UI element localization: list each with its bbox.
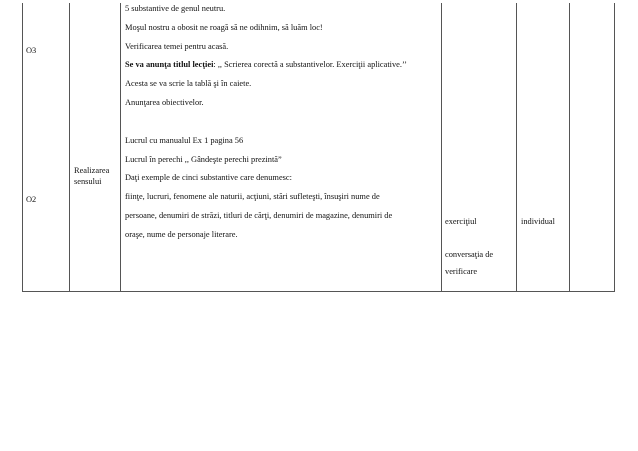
content-line: oraşe, nume de personaje literare. — [125, 230, 238, 239]
column-divider-2 — [120, 3, 121, 292]
content-line: Daţi exemple de cinci substantive care denumesc: — [125, 173, 292, 182]
lesson-title-line — [125, 60, 407, 70]
content-line: 5 substantive de genul neutru. — [125, 4, 226, 13]
content-line: Lucrul în perechi ,, Gândeşte perechi prezintă” — [125, 155, 282, 164]
objective-o3: O3 — [26, 46, 37, 55]
lesson-title-announce: Se va anunţa titlul lecţiei — [125, 60, 214, 69]
content-line: fiinţe, lucruri, fenomene ale naturii, acţiuni, stări sufleteşti, însuşiri nume de — [125, 192, 380, 201]
content-line: Anunţarea obiectivelor. — [125, 98, 204, 107]
content-line: persoane, denumiri de străzi, titluri de cărţi, denumiri de magazine, denumiri de — [125, 211, 393, 220]
column-divider-5 — [569, 3, 570, 292]
objective-o2: O2 — [26, 195, 37, 204]
organization-form: individual — [521, 217, 555, 226]
lesson-title-text: : ,, Scrierea corectă a substantivelor. Exerciţii aplicative.’’ — [213, 60, 407, 69]
content-line: Verificarea temei pentru acasă. — [125, 42, 229, 51]
method-verification: verificare — [445, 267, 478, 276]
content-line: Acesta se va scrie la tablă şi în caiete. — [125, 79, 252, 88]
content-line: Moşul nostru a obosit ne roagă să ne odihnim, să luăm loc! — [125, 23, 323, 32]
table-border-left — [22, 3, 23, 292]
column-divider-3 — [441, 3, 442, 292]
column-divider-1 — [69, 3, 70, 292]
column-divider-4 — [516, 3, 517, 292]
content-line: Lucrul cu manualul Ex 1 pagina 56 — [125, 136, 244, 145]
table-border-bottom — [22, 291, 615, 292]
method-exercise: exerciţiul — [445, 217, 477, 226]
method-conversation: conversaţia de — [445, 250, 494, 259]
stage-label: Realizarea sensului — [74, 166, 110, 186]
table-border-right — [614, 3, 615, 292]
